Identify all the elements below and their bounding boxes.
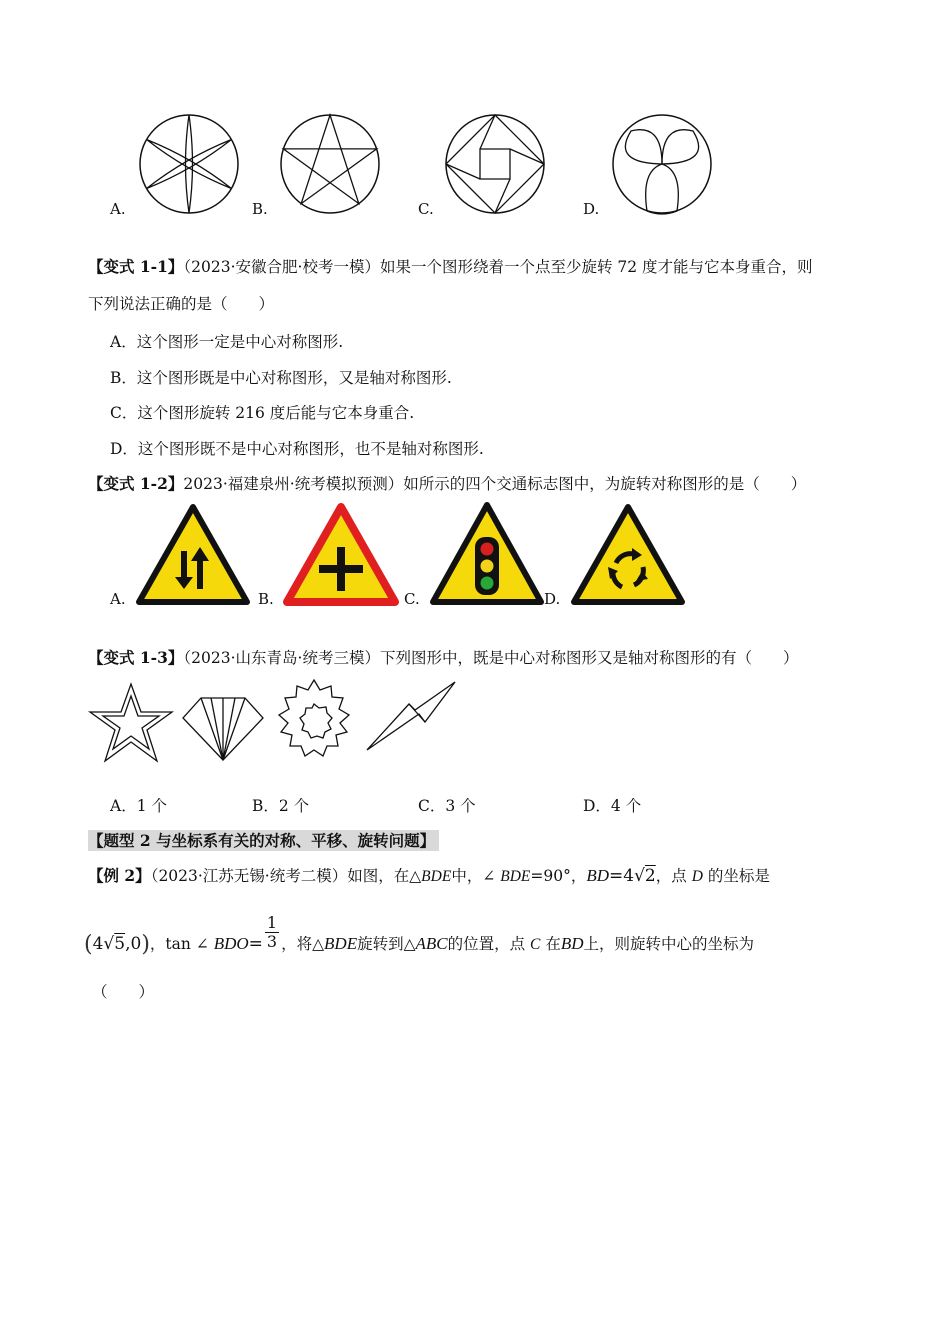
figure-label-a: A.	[110, 200, 126, 218]
text-segment: ，点	[655, 867, 692, 885]
circle-flower-figure	[138, 113, 240, 215]
sqrt-radicand: 2	[644, 866, 656, 886]
example-2-answer-paren: （ ）	[92, 983, 155, 1001]
angle-bde: BDE	[500, 868, 531, 885]
diamond-gem-figure	[181, 696, 265, 762]
sign-label-a: A.	[110, 590, 126, 608]
q1-1-stem-text: 如果一个图形绕着一个点至少旋转 72 度才能与它本身重合，则	[379, 258, 813, 276]
q1-1-tag: 【变式 1-1】	[88, 257, 184, 276]
figure-label-c: C.	[418, 200, 434, 218]
coord-value: ,0	[125, 933, 142, 954]
figure-label-b: B.	[252, 200, 268, 218]
gear-ring-figure	[273, 678, 355, 766]
coord-value: 4	[92, 933, 104, 954]
circle-square-pinwheel-figure	[444, 113, 546, 215]
triangle-bde: BDE	[324, 933, 358, 953]
lightning-figure	[365, 680, 457, 752]
traffic-light-sign	[431, 503, 543, 605]
figure-label-d: D.	[583, 200, 600, 218]
q1-1-option-c: C．这个图形旋转 216 度后能与它本身重合.	[110, 404, 415, 422]
sqrt-symbol: √5	[103, 933, 126, 954]
q1-1-source: （2023·安徽合肥·校考一模）	[183, 258, 380, 276]
text-segment: ，tan ∠	[149, 934, 214, 953]
text-segment: 上，则旋转中心的坐标为	[583, 934, 755, 953]
sign-label-b: B.	[258, 590, 274, 608]
circle-star-figure	[279, 113, 381, 215]
text-segment: 如图，在△	[347, 867, 422, 885]
sqrt-radicand: 5	[114, 933, 126, 954]
text-segment: 中，∠	[451, 867, 501, 885]
paren-close: )	[141, 931, 150, 957]
q1-1-stem-line1	[88, 255, 813, 277]
angle-bdo: BDO	[213, 933, 249, 953]
point-d: D	[691, 868, 703, 885]
text-segment: =4	[609, 866, 635, 886]
two-way-traffic-sign	[137, 505, 249, 605]
q1-3-stem	[88, 646, 798, 668]
segment-bd: BD	[586, 866, 610, 885]
sign-label-d: D.	[544, 590, 561, 608]
text-segment: =90°，	[530, 867, 587, 885]
triangle-bde: BDE	[421, 868, 452, 885]
text-segment: 在	[540, 934, 561, 953]
q1-3-stem-text: 下列图形中，既是中心对称图形又是轴对称图形的有（ ）	[379, 649, 799, 667]
q1-2-stem-text: 2023·福建泉州·统考模拟预测）如所示的四个交通标志图中，为旋转对称图形的是（ ）	[183, 475, 807, 493]
text-segment: 的坐标是	[702, 867, 770, 885]
triangle-abc: ABC	[415, 933, 448, 953]
q1-2-stem	[88, 472, 806, 494]
paren-open: (	[84, 931, 93, 957]
roundabout-sign	[572, 505, 684, 605]
q1-1-stem-line2: 下列说法正确的是（ ）	[88, 295, 275, 313]
text-segment: 的位置，点	[447, 934, 531, 953]
sqrt-symbol: √2	[634, 866, 656, 886]
section-2-header	[88, 829, 439, 851]
q1-2-tag: 【变式 1-2】	[88, 474, 184, 493]
q1-1-option-b: B．这个图形既是中心对称图形，又是轴对称图形.	[110, 369, 452, 387]
q1-3-source: （2023·山东青岛·统考三模）	[183, 649, 380, 667]
fraction-one-third	[265, 914, 279, 951]
text-segment: ，将△	[281, 934, 325, 953]
q1-3-tag: 【变式 1-3】	[88, 648, 184, 667]
q1-1-option-a: A．这个图形一定是中心对称图形.	[110, 333, 344, 351]
double-star-figure	[88, 682, 174, 764]
point-c: C	[530, 935, 541, 953]
q1-3-option-d: D．4 个	[583, 797, 642, 815]
segment-bd: BD	[560, 933, 584, 953]
text-segment: 旋转到△	[357, 934, 416, 953]
example-2-line2	[84, 914, 754, 960]
q1-1-option-d: D．这个图形既不是中心对称图形，也不是轴对称图形.	[110, 440, 484, 458]
fraction-denominator: 3	[266, 932, 278, 951]
example-2-source: （2023·江苏无锡·统考二模）	[150, 867, 348, 885]
sign-label-c: C.	[404, 590, 420, 608]
q1-3-option-b: B．2 个	[252, 797, 310, 815]
crossroad-warning-sign	[285, 505, 397, 605]
q1-3-option-a: A．1 个	[110, 797, 167, 815]
section-2-title: 【题型 2 与坐标系有关的对称、平移、旋转问题】	[88, 830, 439, 851]
example-2-line1	[88, 864, 770, 886]
text-segment: =	[248, 933, 263, 954]
fraction-numerator: 1	[266, 913, 278, 932]
example-2-tag: 【例 2】	[88, 866, 151, 885]
circle-three-petal-figure	[611, 113, 713, 215]
q1-3-option-c: C．3 个	[418, 797, 476, 815]
